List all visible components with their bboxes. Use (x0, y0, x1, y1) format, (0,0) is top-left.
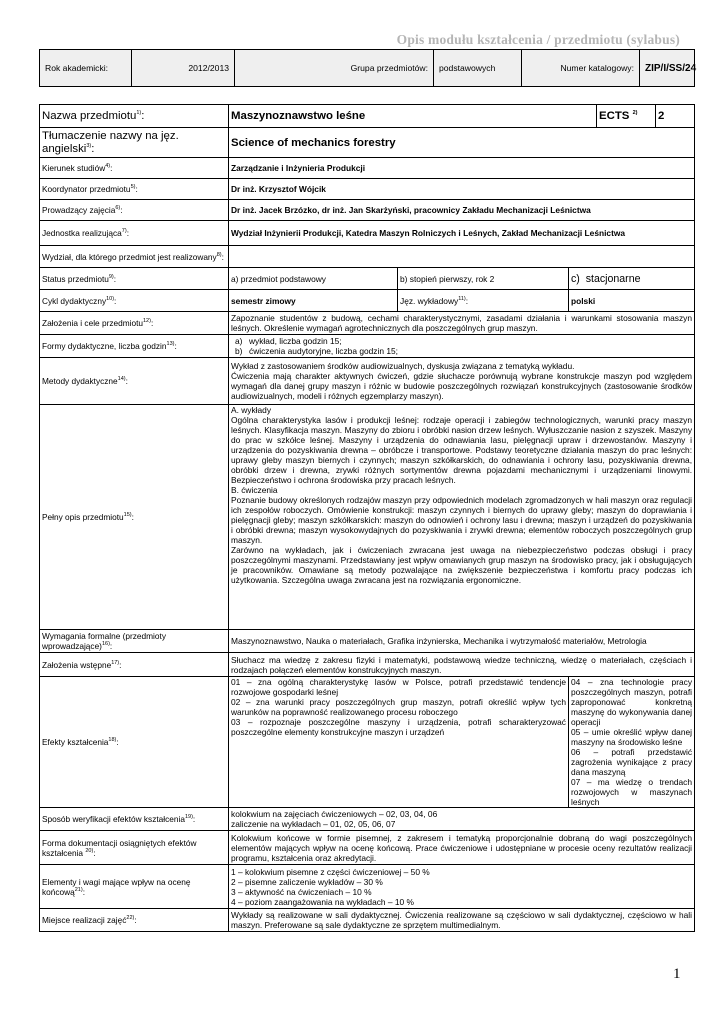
status-c-prefix: c) (571, 272, 580, 285)
footnote-ref: 6) (115, 205, 121, 212)
cycle-value: semestr zimowy (229, 290, 398, 312)
row-goals: Założenia i cele przedmiotu$^{12)}$: Zapoznanie studentów z budową, cechami charakterystycznymi, zasadami działania i warunkami stosowania maszyn leśnych. Określenie wymagań agrotechnicznych dla poszczególnych grup maszyn. (40, 312, 695, 335)
field-of-study-label: Kierunek studiów (42, 163, 106, 173)
subject-group-value: podstawowych (434, 50, 522, 87)
row-location: Miejsce realizacji zajęć$^{22)}$: Wykłady są realizowane w sali dydaktycznej. Ćwiczenia realizowane są częściowo w sali dydaktycznej, częściowo w hali maszyn. Preferowane są sale dydaktyczne ze sprzętem multimedialnym. (40, 909, 695, 932)
coordinator-label: Koordynator przedmiotu (42, 184, 131, 194)
header-table (39, 49, 695, 87)
prerequisites-value: Słuchacz ma wiedzę z zakresu fizyki i matematyki, podstawową wiedze techniczną, wiedzę o materiałach, częściach i rodzajach połączeń elementów konstrukcyjnych maszyn. (229, 653, 695, 677)
unit-value: Wydział Inżynierii Produkcji, Katedra Maszyn Rolniczych i Leśnych, Zakład Mechanizacji Leśnictwa (229, 221, 695, 246)
description-safety-text: Zarówno na wykładach, jak i ćwiczeniach zwracana jest uwaga na niebezpieczeństwo podczas obsługi i pracy poszczególnymi maszynami. Przedstawiany jest wpływ omawianych grup maszyn na środowisko pracy, jak i obsługujących je pracowników. Omawiane są metody pozwalające na zwiększenie bezpieczeństwa i komfortu pracy podczas ich użytkowania. Szczególna uwaga zwracana jest na rozwiązania ergonomiczne. (231, 545, 693, 585)
footnote-ref: 3) (86, 142, 92, 149)
document-title: Opis modułu kształcenia / przedmiotu (sylabus) (396, 32, 680, 47)
status-label: Status przedmiotu (42, 273, 109, 284)
outcomes-right-value: 04 – zna technologie pracy poszczególnych maszyn, potrafi zaproponować konkretną maszynę do wykonywania danej operacji 05 – umie określić wpływ danej maszyny na środowisko leśne 06 – potrafi przedstawić zagrożenia wynikające z pracy dana maszyną 07 – ma wiedzę o trendach rozwojowych w maszynach leśnych (569, 677, 695, 808)
footnote-ref: 2) (632, 110, 638, 117)
footnote-ref: 9) (108, 273, 114, 280)
methods-label: Metody dydaktyczne (42, 376, 118, 386)
footnote-ref: 5) (130, 184, 136, 191)
location-value: Wykłady są realizowane w sali dydaktycznej. Ćwiczenia realizowane są częściowo w sali dydaktycznej, częściowo w hali maszyn. Preferowane są sale dydaktyczne ze sprzętem multimedialnym. (229, 909, 695, 932)
catalog-number-label: Numer katalogowy: (522, 50, 640, 87)
ects-label: ECTS (599, 110, 630, 122)
footnote-ref: 20) (85, 847, 94, 854)
description-lectures-text: Ogólna charakterystyka lasów i produkcji leśnej: rodzaje operacji i zabiegów technologicznych, warunki pracy maszyn leśnych. Klasyfikacja maszyn. Maszyny do zbioru i obróbki nasion drzew leśnych. Wyłuszczanie nasion z szyszek. Maszyny do prac w szkółce leśnej. Maszyny i urządzenia do odnawiania lasu, pielęgnacji upraw i drzewostanów. Maszyny i urządzenia do pozyskiwania drewna – obróbcze i transportowe. Podstawy teoretyczne działania maszyn do prac leśnych: uprawy gleby maszyn biernych i czynnych; maszyn szkółkarskich, do odnawiania i ochrony lasu, pozyskiwania drewna, obróbki drzew i drewna, zrywki różnych sortymentów drewna pojazdami mechanicznymi i urządzeniami linowymi. Bezpieczeństwo i ochrona środowiska przy pracach leśnych. (231, 415, 693, 485)
description-exercises-text: Poznanie budowy określonych rodzajów maszyn przy odpowiednich modelach zgromadzonych w hali maszyn oraz regulacji ich zespołów roboczych. Omówienie konstrukcji: maszyn czynnych i biernych do uprawy gleby; maszyn do doprawiania i pielęgnacji gleby; maszyn szkółkarskich: maszyn do odnowień i ochrony lasu i drewna; maszyn i urządzeń do pozyskiwania i obróbki drewna; maszyn wysokowydajnych do pozyskiwania i zrywki drewna; elementów roboczych poszczególnych grup maszyn. (231, 495, 693, 545)
row-faculty: Wydział, dla którego przedmiot jest realizowany$^{8)}$: (40, 246, 695, 268)
footnote-ref: 17) (111, 659, 120, 666)
english-name-label: Tłumaczenie nazwy na jęz. angielski (42, 129, 179, 155)
english-name-value: Science of mechanics forestry (229, 128, 695, 158)
row-cycle: Cykl dydaktyczny$^{10)}$: semestr zimowy Jęz. wykładowy$^{11)}$: polski (40, 290, 695, 312)
row-requirements: Wymagania formalne (przedmioty wprowadzające)$^{16)}$: Maszynoznawstwo, Nauka o materiałach, Grafika inżynierska, Mechanika i wytrzymałość materiałów, Metrologia (40, 630, 695, 653)
footnote-ref: 21) (74, 886, 83, 893)
row-instructors: Prowadzący zajęcia$^{6)}$: Dr inż. Jacek Brzózko, dr inż. Jan Skarżyński, pracownicy Zakładu Mechanizacji Leśnictwa (40, 200, 695, 221)
footnote-ref: 10) (106, 295, 115, 302)
form-lecture-prefix: a) (235, 336, 243, 346)
row-english-name: Tłumaczenie nazwy na jęz. angielski$^{3)}$: Science of mechanics forestry (40, 128, 695, 158)
unit-label: Jednostka realizująca (42, 228, 122, 238)
faculty-value (229, 246, 695, 268)
footnote-ref: 13) (166, 341, 175, 348)
requirements-label: Wymagania formalne (przedmioty wprowadzające) (42, 631, 166, 651)
grading-label: Elementy i wagi mające wpływ na ocenę końcową (42, 876, 191, 897)
outcomes-left-value: 01 – zna ogólną charakterystykę lasów w Polsce, potrafi przedstawić tendencje rozwojowe gospodarki leśnej 02 – zna warunki pracy poszczególnych grup maszyn, potrafi określić wpływ tych warunków na poprawność realizowanego procesu roboczego 03 – rozpoznaje poszczególne maszyny i urządzenia, potrafi scharakteryzować poszczególne elementy konstrukcyjne maszyn i urządzeń (229, 677, 569, 808)
cycle-label: Cykl dydaktyczny (42, 295, 107, 306)
goals-label: Założenia i cele przedmiotu (42, 318, 143, 328)
form-exercises (231, 346, 692, 356)
goals-value: Zapoznanie studentów z budową, cechami charakterystycznymi, zasadami działania i warunkami stosowania maszyn leśnych. Określenie wymagań agrotechnicznych dla poszczególnych grup maszyn. (229, 312, 695, 335)
row-methods: Metody dydaktyczne$^{14)}$: Wykład z zastosowaniem środków audiowizualnych, dyskusja związana z tematyką wykładu. Ćwiczenia mają charakter aktywnych ćwiczeń, gdzie słuchacze porównują wybrane konstrukcje maszyn pod względem wymagań dla danej grupy maszyn i różnic w budowie poszczególnych rozwiązań konstrukcyjnych (zastosowanie środków audiowizualnych, modeli i różnych egzemplarzy maszyn). (40, 358, 695, 405)
subject-group-label: Grupa przedmiotów: (235, 50, 434, 87)
form-lecture-value: wykład, liczba godzin 15; (249, 336, 342, 346)
footnote-ref: 15) (123, 512, 132, 519)
academic-year-value: 2012/2013 (132, 50, 235, 87)
coordinator-value: Dr inż. Krzysztof Wójcik (229, 179, 695, 200)
verification-label: Sposób weryfikacji efektów kształcenia (42, 814, 185, 824)
footnote-ref: 12) (143, 318, 151, 325)
footnote-ref: 18) (108, 737, 117, 744)
forms-label: Formy dydaktyczne, liczba godzin (42, 341, 167, 351)
row-documentation: Forma dokumentacji osiągniętych efektów kształcenia $^{20)}$: Kolokwium końcowe w formie pisemnej, z zakresem i tematyką proporcjonalnie dobraną do wagi poszczególnych elementów mających wpływ na ocenę końcową. Prace ćwiczeniowe i udostępniane w procesie oceny rezultatów realizacji programu, kształcenia oraz akredytacji. (40, 831, 695, 865)
course-name-value: Maszynoznawstwo leśne (229, 105, 597, 128)
description-exercises-heading: B. ćwiczenia (231, 485, 278, 495)
course-name-label: Nazwa przedmiotu (42, 109, 137, 122)
documentation-value: Kolokwium końcowe w formie pisemnej, z zakresem i tematyką proporcjonalnie dobraną do wagi poszczególnych elementów mających wpływ na ocenę końcową. Prace ćwiczeniowe i udostępniane w procesie oceny rezultatów realizacji programu, kształcenia oraz akredytacji. (229, 831, 695, 865)
outcomes-label: Efekty kształcenia (42, 737, 109, 747)
row-coordinator: Koordynator przedmiotu$^{5)}$: Dr inż. Krzysztof Wójcik (40, 179, 695, 200)
footnote-ref: 4) (105, 163, 111, 170)
footnote-ref: 22) (126, 915, 135, 922)
instructors-value: Dr inż. Jacek Brzózko, dr inż. Jan Skarżyński, pracownicy Zakładu Mechanizacji Leśnictwa (229, 200, 695, 221)
status-a-value: a) przedmiot podstawowy (229, 268, 398, 290)
language-value: polski (569, 290, 695, 312)
row-unit: Jednostka realizująca$^{7)}$: Wydział Inżynierii Produkcji, Katedra Maszyn Rolniczych i Leśnych, Zakład Mechanizacji Leśnictwa (40, 221, 695, 246)
requirements-value: Maszynoznawstwo, Nauka o materiałach, Grafika inżynierska, Mechanika i wytrzymałość materiałów, Metrologia (229, 630, 695, 653)
form-lecture (231, 336, 692, 346)
prerequisites-label: Założenia wstępne (42, 659, 112, 670)
form-exercises-prefix: b) (235, 346, 243, 356)
description-label: Pełny opis przedmiotu (42, 512, 124, 522)
row-description: Pełny opis przedmiotu$^{15)}$: A. wykłady Ogólna charakterystyka lasów i produkcji leśnej: rodzaje operacji i zabiegów technologicznych, warunki pracy maszyn leśnych. Klasyfikacja maszyn. Maszyny do zbioru i obróbki nasion drzew leśnych. Wyłuszczanie nasion z szyszek. Maszyny do prac w szkółce leśnej. Maszyny i urządzenia do odnawiania lasu, pielęgnacji upraw i drzewostanów. Maszyny i urządzenia do pozyskiwania drewna – obróbcze i transportowe. Podstawy teoretyczne działania maszyn do prac leśnych: uprawy gleby maszyn biernych i czynnych; maszyn szkółkarskich, do odnawiania i ochrony lasu, pozyskiwania drewna, obróbki drzew i drewna, zrywki różnych sortymentów drewna pojazdami mechanicznymi i urządzeniami linowymi. Bezpieczeństwo i ochrona środowiska przy pracach leśnych. B. ćwiczenia Poznanie budowy określonych rodzajów maszyn przy odpowiednich modelach zgromadzonych w hali maszyn oraz regulacji ich zespołów roboczych. Omówienie konstrukcji: maszyn czynnych i biernych do uprawy gleby; maszyn do doprawiania i pielęgnacji gleby; maszyn szkółkarskich: maszyn do odnowień i ochrony lasu i drewna; maszyn i urządzeń do pozyskiwania i obróbki drewna; maszyn wysokowydajnych do pozyskiwania i zrywki drewna; elementów roboczych poszczególnych grup maszyn. Zarówno na wykładach, jak i ćwiczeniach zwracana jest uwaga na niebezpieczeństwo podczas obsługi i pracy poszczególnymi maszynami. Przedstawiany jest wpływ omawianych grup maszyn na środowisko pracy, jak i obsługujących je pracowników. Omawiane są metody pozwalające na zwiększenie bezpieczeństwa i komfortu pracy podczas ich użytkowania. Szczególna uwaga zwracana jest na rozwiązania ergonomiczne. (40, 405, 695, 630)
row-status: Status przedmiotu$^{9)}$: a) przedmiot podstawowy b) stopień pierwszy, rok 2 c) stacjonarne (40, 268, 695, 290)
page-number: 1 (673, 966, 681, 982)
language-label: Jęz. wykładowy (400, 295, 459, 306)
grading-value: 1 – kolokwium pisemne z części ćwiczeniowej – 50 % 2 – pisemne zaliczenie wykładów – 30 % 3 – aktywność na ćwiczeniach – 10 % 4 – poziom zaangażowania na wykładach – 10 % (229, 865, 695, 909)
catalog-number-value: ZIP/I/SS/24 (640, 50, 695, 87)
footnote-ref: 7) (121, 228, 127, 235)
row-course-name: Nazwa przedmiotu$^{1)}$: Maszynoznawstwo leśne ECTS $^{2)}$ 2 (40, 105, 695, 128)
footnote-ref: 19) (184, 814, 193, 821)
row-verification: Sposób weryfikacji efektów kształcenia$^{19)}$: kolokwium na zajęciach ćwiczeniowych – 02, 03, 04, 06 zaliczenie na wykładach – 01, 02, 05, 06, 07 (40, 808, 695, 831)
ects-value: 2 (656, 105, 695, 128)
verification-value: kolokwium na zajęciach ćwiczeniowych – 02, 03, 04, 06 zaliczenie na wykładach – 01, 02, 05, 06, 07 (229, 808, 695, 831)
methods-value: Wykład z zastosowaniem środków audiowizualnych, dyskusja związana z tematyką wykładu. Ćwiczenia mają charakter aktywnych ćwiczeń, gdzie słuchacze porównują wybrane konstrukcje maszyn pod względem wymagań dla danej grupy maszyn i różnic w budowie poszczególnych rozwiązań konstrukcyjnych (zastosowanie środków audiowizualnych, modeli i różnych egzemplarzy maszyn). (229, 358, 695, 405)
status-c-value: stacjonarne (585, 272, 641, 285)
row-field-of-study: Kierunek studiów$^{4)}$: Zarządzanie i Inżynieria Produkcji (40, 158, 695, 179)
footnote-ref: 8) (216, 251, 222, 258)
row-forms: Formy dydaktyczne, liczba godzin$^{13)}$: a) wykład, liczba godzin 15; b) ćwiczenia audytoryjne, liczba godzin 15; (40, 335, 695, 358)
footnote-ref: 11) (458, 295, 466, 302)
field-of-study-value: Zarządzanie i Inżynieria Produkcji (229, 158, 695, 179)
instructors-label: Prowadzący zajęcia (42, 205, 116, 215)
syllabus-table (39, 104, 695, 932)
footnote-ref: 1) (136, 109, 142, 116)
footnote-ref: 16) (101, 641, 110, 648)
row-grading: Elementy i wagi mające wpływ na ocenę końcową$^{21)}$: 1 – kolokwium pisemne z części ćwiczeniowej – 50 % 2 – pisemne zaliczenie wykładów – 30 % 3 – aktywność na ćwiczeniach – 10 % 4 – poziom zaangażowania na wykładach – 10 % (40, 865, 695, 909)
row-outcomes: Efekty kształcenia$^{18)}$: 01 – zna ogólną charakterystykę lasów w Polsce, potrafi przedstawić tendencje rozwojowe gospodarki leśnej 02 – zna warunki pracy poszczególnych grup maszyn, potrafi określić wpływ tych warunków na poprawność realizowanego procesu roboczego 03 – rozpoznaje poszczególne maszyny i urządzenia, potrafi scharakteryzować poszczególne elementy konstrukcyjne maszyn i urządzeń 04 – zna technologie pracy poszczególnych maszyn, potrafi zaproponować konkretną maszynę do wykonywania danej operacji 05 – umie określić wpływ danej maszyny na środowisko leśne 06 – potrafi przedstawić zagrożenia wynikające z pracy dana maszyną 07 – ma wiedzę o trendach rozwojowych w maszynach leśnych (40, 677, 695, 808)
faculty-label: Wydział, dla którego przedmiot jest realizowany (42, 251, 217, 262)
location-label: Miejsce realizacji zajęć (42, 915, 127, 925)
academic-year-label: Rok akademicki: (40, 50, 132, 87)
status-b-value: b) stopień pierwszy, rok 2 (398, 268, 569, 290)
description-lectures-heading: A. wykłady (231, 405, 272, 415)
documentation-label: Forma dokumentacji osiągniętych efektów kształcenia (42, 837, 197, 858)
footnote-ref: 14) (117, 376, 126, 383)
row-prerequisites: Założenia wstępne$^{17)}$: Słuchacz ma wiedzę z zakresu fizyki i matematyki, podstawową wiedze techniczną, wiedzę o materiałach, częściach i rodzajach połączeń elementów konstrukcyjnych maszyn. (40, 653, 695, 677)
form-exercises-value: ćwiczenia audytoryjne, liczba godzin 15; (249, 346, 398, 356)
